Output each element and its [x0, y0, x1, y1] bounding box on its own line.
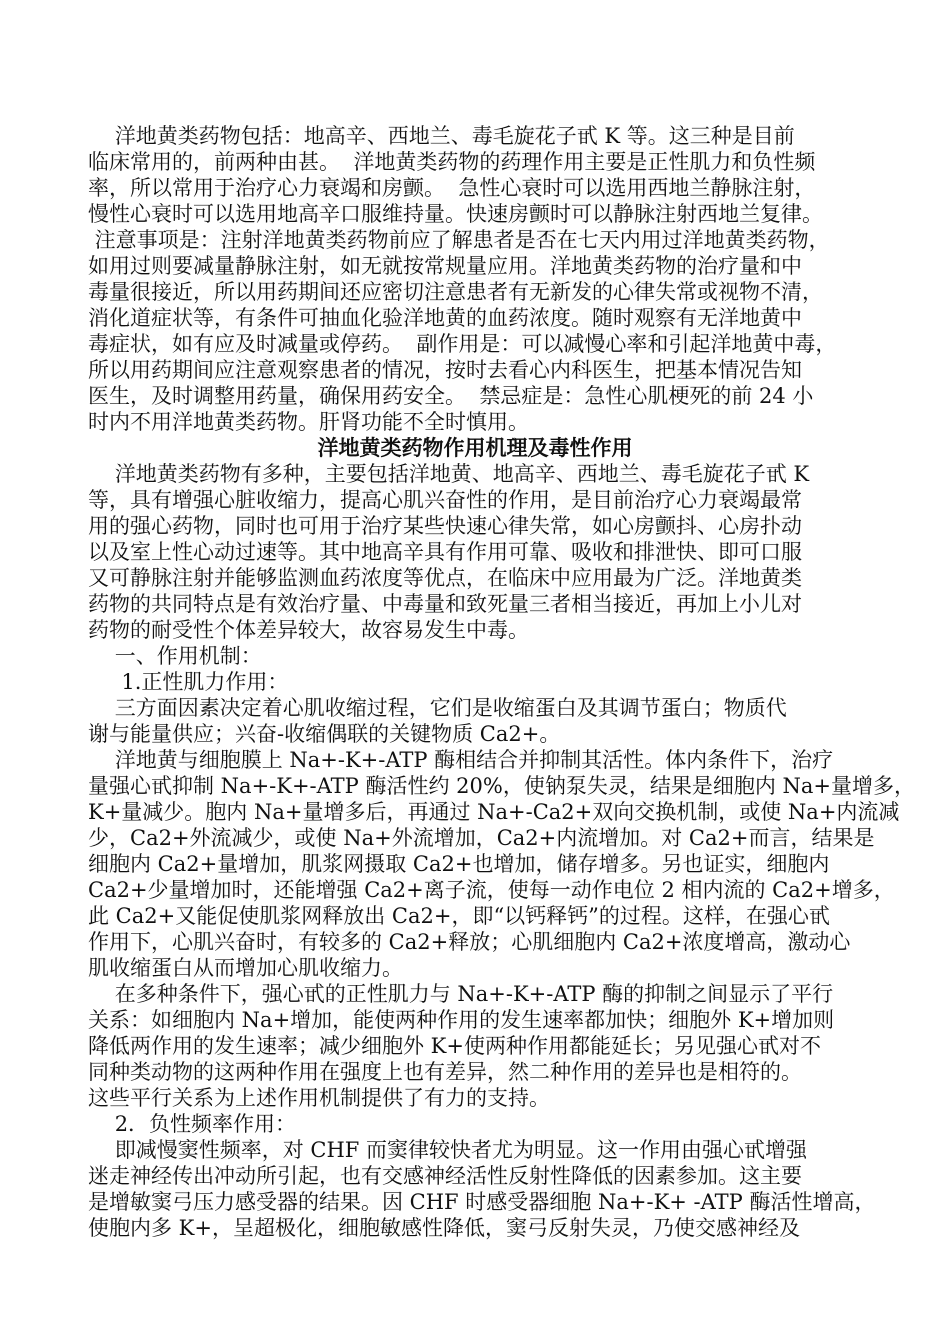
intro-line: 洋地黄类药物包括：地高辛、西地兰、毒毛旋花子甙 K 等。这三种是目前: [88, 124, 795, 148]
body-line: 又可静脉注射并能够监测血药浓度等优点，在临床中应用最为广泛。洋地黄类: [88, 566, 802, 590]
body-line: 细胞内 Ca2+量增加，肌浆网摄取 Ca2+也增加，储存增多。另也证实，细胞内: [88, 852, 830, 876]
body-line: 少，Ca2+外流减少，或使 Na+外流增加，Ca2+内流增加。对 Ca2+而言，结果是: [88, 826, 875, 850]
body-line: 使胞内多 K+，呈超极化，细胞敏感性降低，窦弓反射失灵，乃使交感神经及: [88, 1216, 800, 1240]
intro-line: 临床常用的，前两种由甚。 洋地黄类药物的药理作用主要是正性肌力和负性频: [88, 150, 816, 174]
body-line: 1.正性肌力作用：: [88, 670, 289, 694]
body-line: 这些平行关系为上述作用机制提供了有力的支持。: [88, 1086, 550, 1110]
body-line: 降低两作用的发生速率；减少细胞外 K+使两种作用都能延长；另见强心甙对不: [88, 1034, 821, 1058]
body-line: 药物的耐受性个体差异较大，故容易发生中毒。: [88, 618, 529, 642]
body-line: 三方面因素决定着心肌收缩过程，它们是收缩蛋白及其调节蛋白；物质代: [88, 696, 787, 720]
intro-line: 时内不用洋地黄类药物。肝肾功能不全时慎用。: [88, 410, 529, 434]
body-line: 关系：如细胞内 Na+增加，能使两种作用的发生速率都加快；细胞外 K+增加则: [88, 1008, 835, 1032]
body-line: 洋地黄类药物有多种，主要包括洋地黄、地高辛、西地兰、毒毛旋花子甙 K: [88, 462, 810, 486]
body-line: 药物的共同特点是有效治疗量、中毒量和致死量三者相当接近，再加上小儿对: [88, 592, 802, 616]
intro-line: 医生，及时调整用药量，确保用药安全。 禁忌症是：急性心肌梗死的前 24 小: [88, 384, 814, 408]
intro-line: 所以用药期间应注意观察患者的情况，按时去看心内科医生，把基本情况告知: [88, 358, 802, 382]
body-line: 量强心甙抑制 Na+-K+-ATP 酶活性约 20%，使钠泵失灵，结果是细胞内 Na+量增多，: [88, 774, 915, 798]
body-line: 是增敏窦弓压力感受器的结果。因 CHF 时感受器细胞 Na+-K+ -ATP 酶活性增高，: [88, 1190, 876, 1214]
intro-line: 慢性心衰时可以选用地高辛口服维持量。快速房颤时可以静脉注射西地兰复律。: [88, 202, 823, 226]
body-line: 作用下，心肌兴奋时，有较多的 Ca2+释放；心肌细胞内 Ca2+浓度增高，激动心: [88, 930, 851, 954]
body-line: 一、作用机制：: [88, 644, 262, 668]
intro-line: 率，所以常用于治疗心力衰竭和房颤。 急性心衰时可以选用西地兰静脉注射，: [88, 176, 816, 200]
body-line: 迷走神经传出冲动所引起，也有交感神经活性反射性降低的因素参加。这主要: [88, 1164, 802, 1188]
intro-line: 消化道症状等，有条件可抽血化验洋地黄的血药浓度。随时观察有无洋地黄中: [88, 306, 802, 330]
intro-line: 注意事项是：注射洋地黄类药物前应了解患者是否在七天内用过洋地黄类药物，: [88, 228, 830, 252]
intro-line: 如用过则要减量静脉注射，如无就按常规量应用。洋地黄类药物的治疗量和中: [88, 254, 802, 278]
body-line: 在多种条件下，强心甙的正性肌力与 Na+-K+-ATP 酶的抑制之间显示了平行: [88, 982, 834, 1006]
body-line: 2．负性频率作用：: [88, 1112, 297, 1136]
body-line: 等，具有增强心脏收缩力，提高心肌兴奋性的作用，是目前治疗心力衰竭最常: [88, 488, 802, 512]
body-line: 谢与能量供应；兴奋-收缩偶联的关键物质 Ca2+。: [88, 722, 561, 746]
intro-line: 毒症状，如有应及时减量或停药。 副作用是：可以减慢心率和引起洋地黄中毒，: [88, 332, 837, 356]
body-line: 用的强心药物，同时也可用于治疗某些快速心律失常，如心房颤抖、心房扑动: [88, 514, 802, 538]
body-line: 此 Ca2+又能促使肌浆网释放出 Ca2+，即“以钙释钙”的过程。这样，在强心甙: [88, 904, 830, 928]
body-line: K+量减少。胞内 Na+量增多后，再通过 Na+-Ca2+双向交换机制，或使 Na+内流减: [88, 800, 900, 824]
intro-line: 毒量很接近，所以用药期间还应密切注意患者有无新发的心律失常或视物不清，: [88, 280, 823, 304]
body-line: 即减慢窦性频率，对 CHF 而窦律较快者尤为明显。这一作用由强心甙增强: [88, 1138, 808, 1162]
section-heading: 洋地黄类药物作用机理及毒性作用: [317, 435, 633, 460]
body-line: 同种类动物的这两种作用在强度上也有差异，然二种作用的差异也是相符的。: [88, 1060, 802, 1084]
body-line: 洋地黄与细胞膜上 Na+-K+-ATP 酶相结合并抑制其活性。体内条件下，治疗: [88, 748, 834, 772]
body-line: Ca2+少量增加时，还能增强 Ca2+离子流，使每一动作电位 2 相内流的 Ca2+增多，: [88, 878, 895, 902]
body-line: 以及室上性心动过速等。其中地高辛具有作用可靠、吸收和排泄快、即可口服: [88, 540, 802, 564]
body-line: 肌收缩蛋白从而增加心肌收缩力。: [88, 956, 403, 980]
